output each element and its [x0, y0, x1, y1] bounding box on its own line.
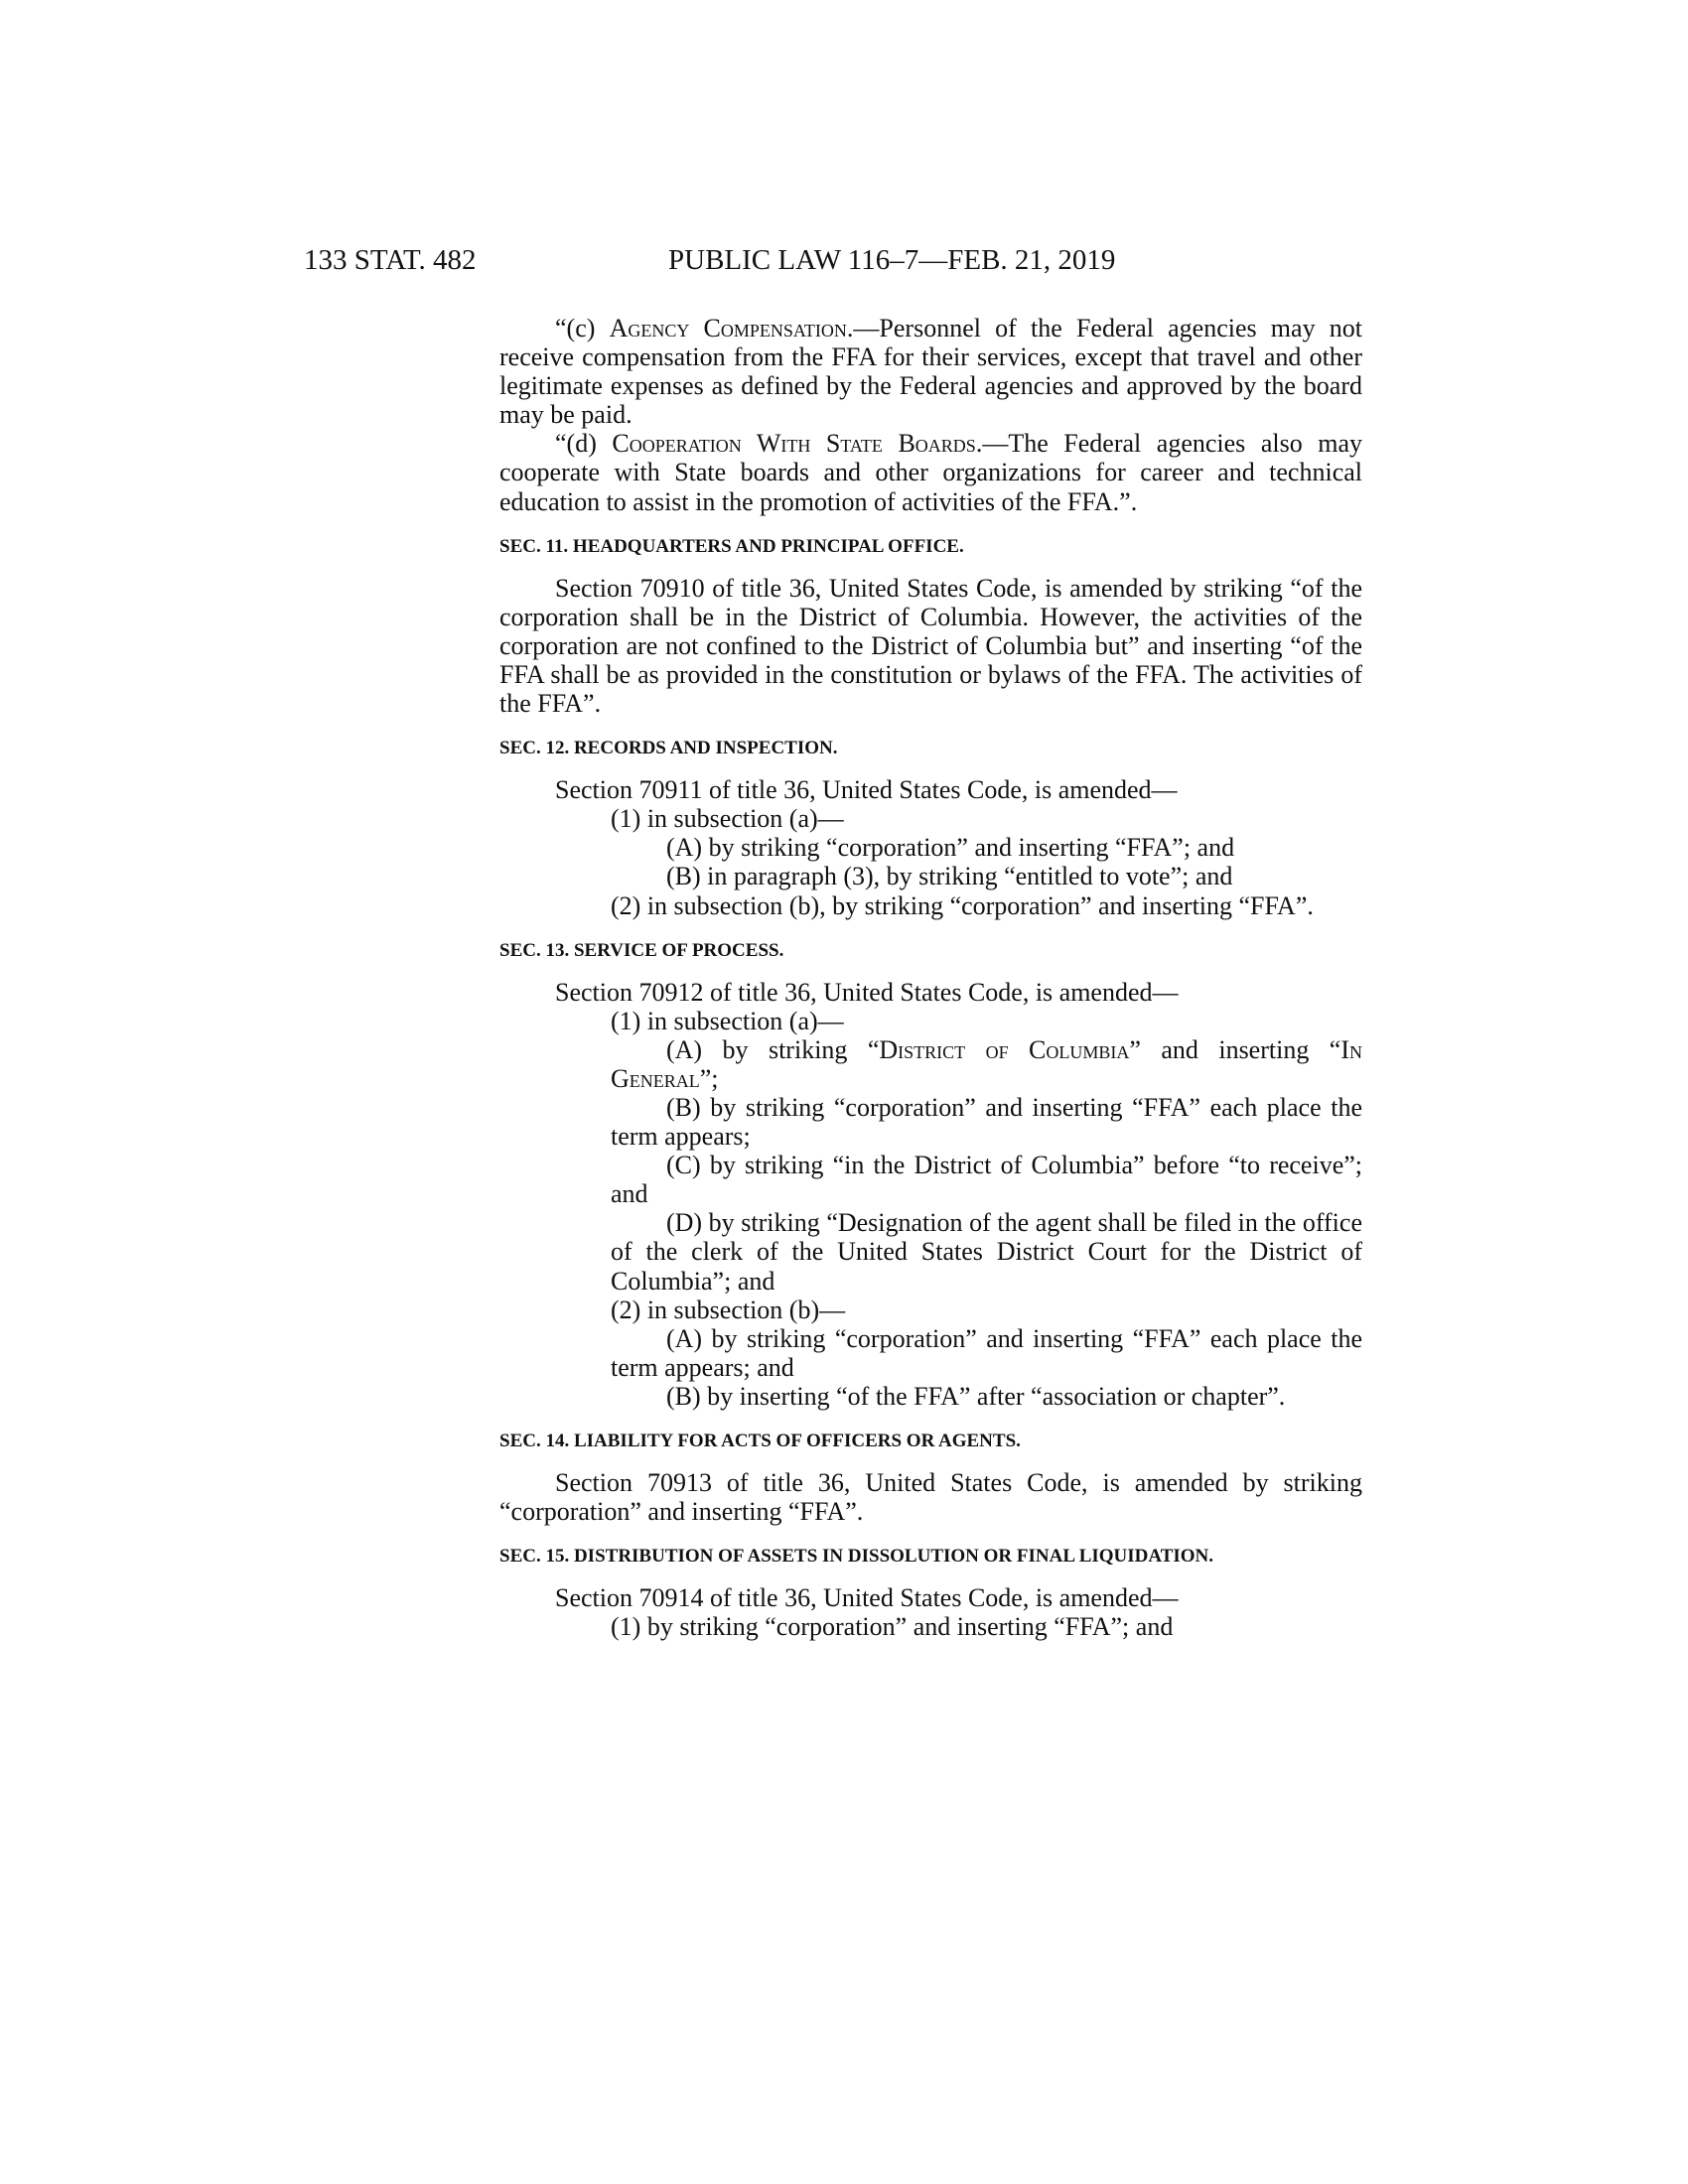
statute-citation: 133 STAT. 482 [304, 244, 477, 276]
section-12-item-1: (1) in subsection (a)— [611, 804, 844, 834]
body-column [499, 314, 1362, 1641]
section-12-item-1A: (A) by striking “corporation” and inserting “FFA”; and [666, 833, 1235, 863]
section-14-heading: SEC. 14. LIABILITY FOR ACTS OF OFFICERS OR AGENTS. [499, 1431, 1021, 1451]
page-header [0, 244, 1688, 284]
section-13-item-2A: (A) by striking “corporation” and inserting “FFA” each place the term appears; and [611, 1323, 1362, 1382]
section-13-item-2: (2) in subsection (b)— [611, 1295, 846, 1324]
running-head: PUBLIC LAW 116–7—FEB. 21, 2019 [668, 244, 1116, 276]
paragraph-c: “(c) Agency Compensation.—Personnel of the Federal agencies may not receive compensation from the FFA for their services, except that travel and other legitimate expenses as defined by the Federal agencies and approved by the board may be paid. [499, 314, 1362, 430]
section-13-item-1A: (A) by striking “District of Columbia” and inserting “In General”; [611, 1034, 1362, 1093]
section-13-intro: Section 70912 of title 36, United States Code, is amended— [555, 977, 1179, 1007]
section-13-item-1: (1) in subsection (a)— [611, 1006, 844, 1035]
section-13-heading: SEC. 13. SERVICE OF PROCESS. [499, 939, 784, 961]
section-12-intro: Section 70911 of title 36, United States Code, is amended— [555, 775, 1178, 805]
section-11-text: Section 70910 of title 36, United States Code, is amended by striking “of the corporation shall be in the District of Columbia. However, the activities of the corporation are not confined to the District of Columbia but” and inserting “of the FFA shall be as provided in the constitution or bylaws of the FFA. The activities of the FFA”. [499, 573, 1362, 719]
section-12-heading: SEC. 12. RECORDS AND INSPECTION. [499, 738, 838, 759]
section-12-item-2: (2) in subsection (b), by striking “corporation” and inserting “FFA”. [611, 890, 1314, 920]
section-11-heading: SEC. 11. HEADQUARTERS AND PRINCIPAL OFFICE. [499, 535, 964, 557]
section-13-item-2B: (B) by inserting “of the FFA” after “association or chapter”. [666, 1381, 1286, 1411]
paragraph-c-caption: Agency Compensation [609, 314, 847, 342]
section-13-item-1D: (D) by striking “Designation of the agent shall be filed in the office of the clerk of the United States District Court for the District of Columbia”; and [611, 1208, 1362, 1296]
section-15-heading: SEC. 15. DISTRIBUTION OF ASSETS IN DISSOLUTION OR FINAL LIQUIDATION. [499, 1546, 1214, 1568]
section-14-text: Section 70913 of title 36, United States Code, is amended by striking “corporation” and inserting “FFA”. [499, 1468, 1362, 1527]
section-12-item-1B: (B) in paragraph (3), by striking “entitled to vote”; and [666, 862, 1233, 891]
section-13-item-1C: (C) by striking “in the District of Columbia” before “to receive”; and [611, 1151, 1362, 1209]
section-15-intro: Section 70914 of title 36, United States Code, is amended— [555, 1583, 1179, 1613]
section-15-item-1: (1) by striking “corporation” and inserting “FFA”; and [611, 1612, 1174, 1642]
section-13-item-1B: (B) by striking “corporation” and inserting “FFA” each place the term appears; [611, 1092, 1362, 1152]
paragraph-d: “(d) Cooperation With State Boards.—The Federal agencies also may cooperate with State boards and other organizations for career and technical education to assist in the promotion of activities of the FFA.”. [499, 429, 1363, 516]
paragraph-d-caption: Cooperation With State Boards [612, 429, 976, 459]
